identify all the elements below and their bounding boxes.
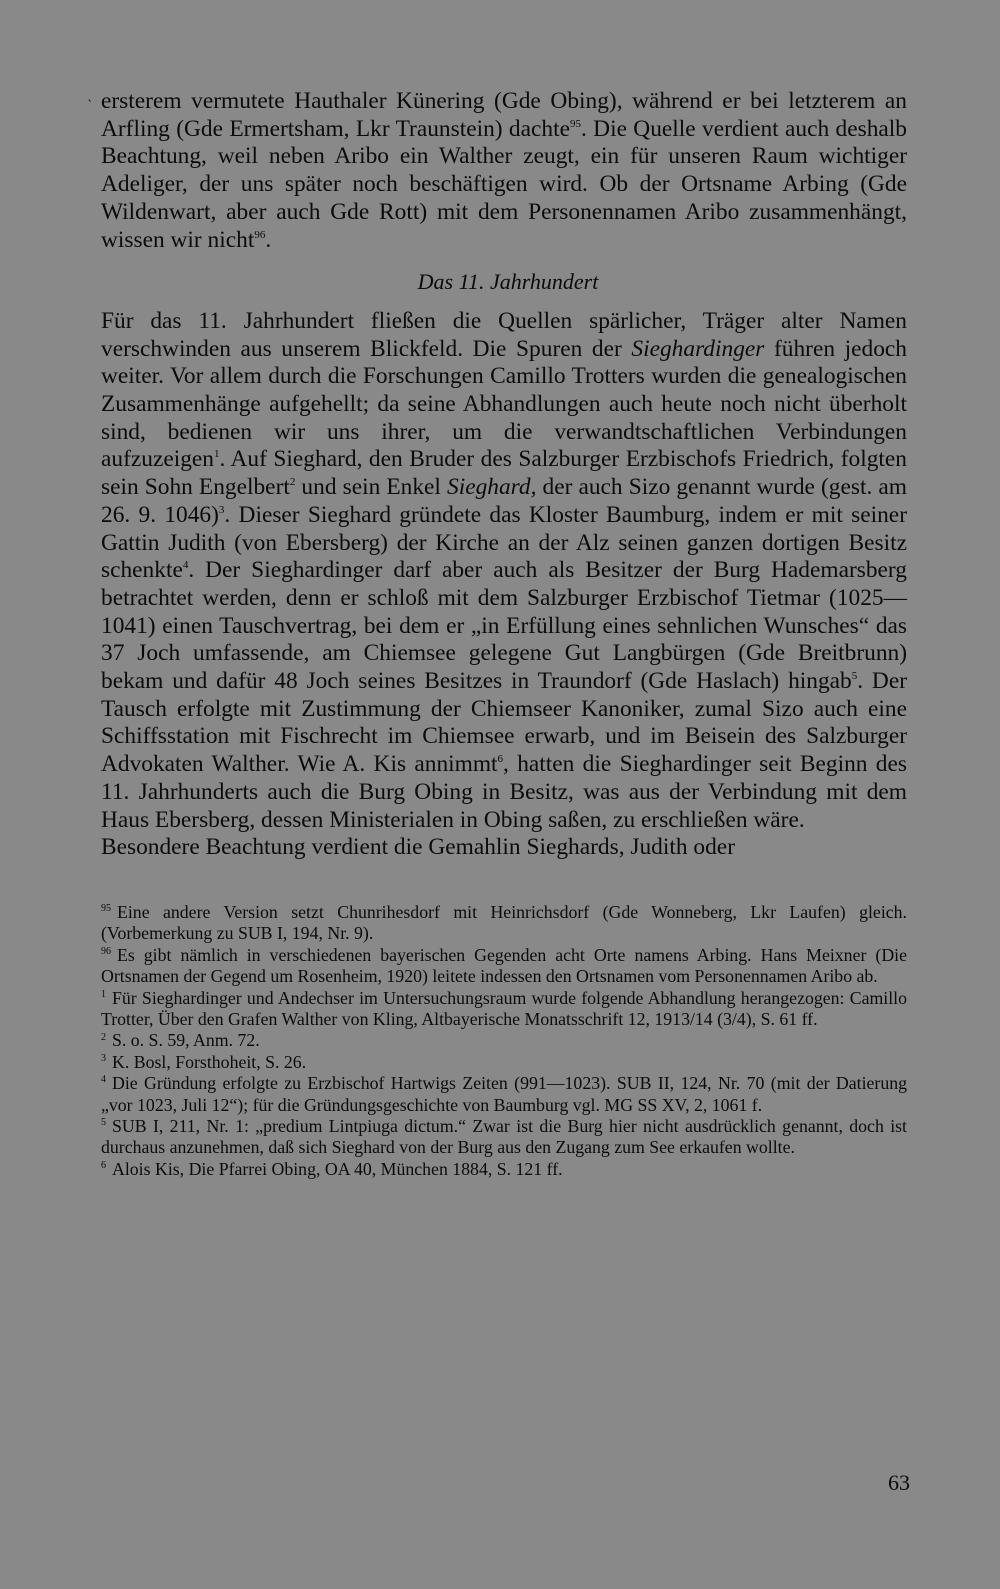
footnote-ref-95: 95 [569, 117, 581, 130]
text-run: Für das 11. Jahrhundert fließen die Quellen spärlicher, Träger alter Namen verschwinden aus unserem Blickfeld. Die Spuren der [101, 307, 907, 362]
main-text [101, 88, 907, 862]
footnote [101, 988, 907, 1031]
emphasis-sieghardinger: Sieghardinger [631, 335, 765, 362]
footnote [101, 945, 907, 988]
footnote-ref-5: 5 [851, 670, 858, 683]
footnote [101, 902, 907, 945]
footnote [101, 1116, 907, 1159]
text-run: und sein Enkel [295, 474, 447, 501]
text-run: . Die Quelle verdient auch deshalb Beachtung, weil neben Aribo ein Walther zeugt, ein für unseren Raum wichtiger Adeliger, der uns später noch beschäftigen wird. Ob der Ortsname Arbing (Gde Wildenwart, aber auch Gde Rott) mit dem Personennamen Aribo zusammenhängt, wissen wir nicht [101, 115, 907, 253]
paragraph-11th-century [101, 308, 907, 834]
text-run: der auch Sizo genannt wurde (gest. am 26. 9. 1046) [101, 474, 907, 528]
footnote-number: 6 [101, 1159, 106, 1171]
emphasis-sieghard: Sieghard, [447, 474, 537, 501]
footnote-ref-6: 6 [497, 753, 504, 766]
text-run: . Dieser Sieghard gründete das Kloster Baumburg, indem er mit seiner Gattin Judith (von Ebersberg) der Kirche an der Alz seinen ganzen dortigen Besitz schenkte [101, 501, 907, 584]
footnote-number: 3 [101, 1052, 106, 1064]
footnote-text: S. o. S. 59, Anm. 72. [112, 1030, 260, 1051]
footnote-number: 4 [101, 1074, 106, 1086]
footnote [101, 1030, 907, 1051]
footnote-ref-3: 3 [218, 504, 225, 517]
footnote [101, 1073, 907, 1116]
section-heading: Das 11. Jahrhundert [417, 269, 599, 295]
footnote-number: 1 [101, 988, 106, 1000]
footnote-number: 5 [101, 1117, 106, 1129]
text-run: . Auf Sieghard, den Bruder des Salzburger Erzbischofs Friedrich, folgten sein Sohn Engelbert [101, 446, 907, 501]
text-run: . Der Tausch erfolgte mit Zustimmung der Chiemseer Kanoniker, zumal Sizo auch eine Schiffsstation mit Fischrecht im Chiemsee erwarb, und im Beisein des Salzburger Advokaten Walther. Wie A. Kis annimmt [101, 668, 907, 778]
footnote-text: Es gibt nämlich in verschiedenen bayerischen Gegenden acht Orte namens Arbing. Hans Meixner (Die Ortsnamen der Gegend um Rosenheim, 1920) leitete indessen den Ortsnamen vom Personennamen Aribo ab. [101, 944, 907, 987]
text-run: , hatten die Sieghardinger seit Beginn des 11. Jahrhunderts auch die Burg Obing in Besitz, was aus der Verbindung mit dem Haus Ebersberg, dessen Ministerialen in Obing saßen, zu erschließen wäre. [101, 751, 907, 833]
footnote-number: 2 [101, 1031, 106, 1043]
footnote-ref-4: 4 [182, 559, 189, 572]
footnote-text: Alois Kis, Die Pfarrei Obing, OA 40, München 1884, S. 121 ff. [112, 1158, 563, 1179]
page-body [101, 88, 907, 1180]
footnote-number: 95 [101, 903, 111, 915]
footnote-text: Für Sieghardinger und Andechser im Untersuchungsraum wurde folgende Abhandlung herangezogen: Camillo Trotter, Über den Grafen Walther von Kling, Altbayerische Monatsschrift 12, 1913/14 (3/4), S. 61 ff. [101, 987, 907, 1030]
footnote-text: SUB I, 211, Nr. 1: „predium Lintpiuga dictum.“ Zwar ist die Burg hier nicht ausdrücklich genannt, doch ist durchaus anzunehmen, daß sich Sieghard von der Burg aus den Zugang zum See erkaufen wollte. [101, 1116, 907, 1158]
paragraph-continued [101, 88, 907, 254]
footnote [101, 1052, 907, 1073]
footnote-text: Die Gründung erfolgte zu Erzbischof Hartwigs Zeiten (991—1023). SUB II, 124, Nr. 70 (mit der Datierung „vor 1023, Juli 12“); für die Gründungsgeschichte von Baumburg vgl. MG SS XV, 2, 1061 f. [101, 1073, 907, 1115]
text-run: . Der Sieghardinger darf aber auch als Besitzer der Burg Hademarsberg betrachtet werden, denn er schloß mit dem Salzburger Erzbischof Tietmar (1025—1041) einen Tauschvertrag, bei dem er „in Erfüllung eines sehnlichen Wunsches“ das 37 Joch umfassende, am Chiemsee gelegene Gut Langbürgen (Gde Breitbrunn) bekam und dafür 48 Joch seines Besitzes in Traundorf (Gde Haslach) hingab [101, 557, 907, 695]
footnote-number: 96 [101, 945, 111, 957]
footnote-text: Eine andere Version setzt Chunrihesdorf mit Heinrichsdorf (Gde Wonneberg, Lkr Laufen) gleich. (Vorbemerkung zu SUB I, 194, Nr. 9). [101, 901, 907, 944]
footnotes [101, 902, 907, 1180]
paragraph-judith: Besondere Beachtung verdient die Gemahlin Sieghards, Judith oder [101, 834, 735, 861]
footnote [101, 1159, 907, 1180]
margin-mark: ‵ [88, 99, 92, 114]
footnote-ref-1: 1 [213, 448, 220, 461]
footnote-text: K. Bosl, Forsthoheit, S. 26. [112, 1051, 307, 1072]
text-run: ersterem vermutete Hauthaler Künering (Gde Obing), während er bei letzterem an Arfling (Gde Ermertsham, Lkr Traunstein) dachte [101, 88, 907, 142]
page-number: 63 [888, 1470, 910, 1495]
footnote-ref-96: 96 [254, 228, 266, 241]
text-run: führen jedoch weiter. Vor allem durch die Forschungen Camillo Trotters wurden die genealogischen Zusammenhänge aufgehellt; da seine Abhandlungen auch heute noch nicht überholt sind, bedienen wir uns ihrer, um die verwandtschaftlichen Verbindungen aufzuzeigen [101, 335, 907, 473]
footnote-ref-2: 2 [289, 476, 296, 489]
text-run: . [265, 226, 272, 253]
